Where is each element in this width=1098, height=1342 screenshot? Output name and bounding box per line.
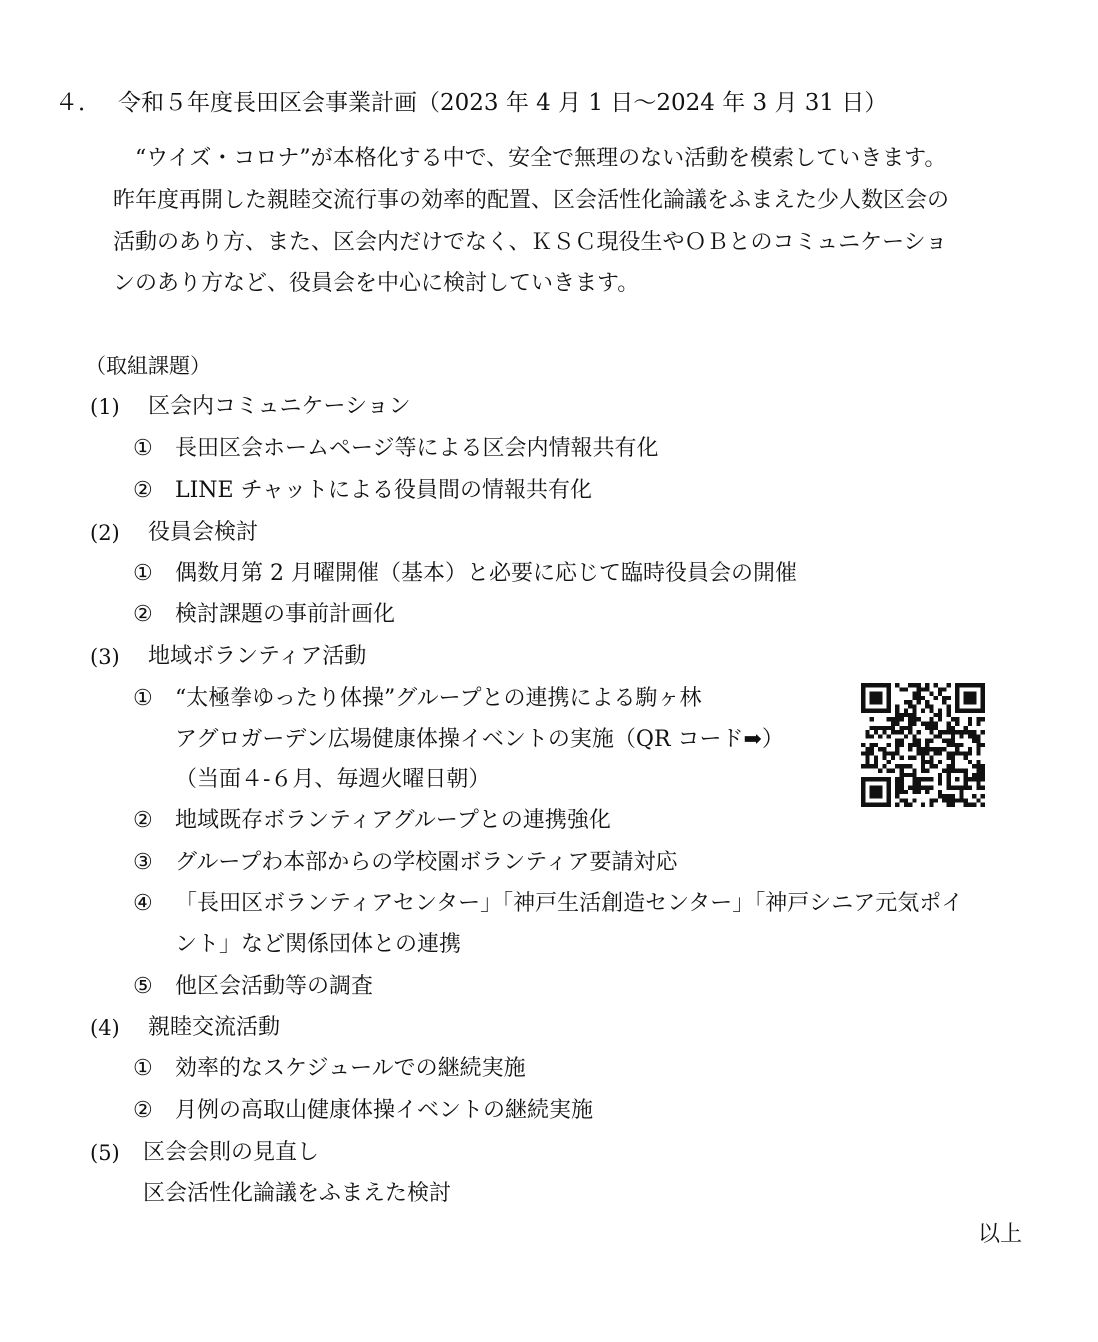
intro-line: 活動のあり方、また、区会内だけでなく、ＫＳＣ現役生やＯＢとのコミュニケーショ	[113, 230, 948, 255]
item-marker: ③	[133, 850, 153, 875]
section-title: 区会会則の見直し	[143, 1140, 320, 1165]
item-marker: ④	[133, 891, 153, 916]
qr-code-icon[interactable]	[861, 683, 985, 807]
item-text: 月例の高取山健康体操イベントの継続実施	[175, 1098, 594, 1123]
section-title: 区会内コミュニケーション	[148, 394, 411, 419]
section-number: (5)	[90, 1141, 120, 1165]
item-text-continued: アグロガーデン広場健康体操イベントの実施（QR コード➡）	[175, 727, 784, 752]
item-marker: ⑤	[133, 974, 153, 999]
item-text: “太極拳ゆったり体操”グループとの連携による駒ヶ林	[175, 686, 702, 711]
heading-title: 令和５年度長田区会事業計画（2023 年 4 月 1 日〜2024 年 3 月 31 日）	[118, 90, 888, 116]
item-text: 「長田区ボランティアセンター」「神戸生活創造センター」「神戸シニア元気ポイ	[175, 891, 964, 916]
item-marker: ②	[133, 602, 153, 627]
item-marker: ①	[133, 436, 153, 461]
item-text: LINE チャットによる役員間の情報共有化	[175, 478, 592, 503]
item-marker: ①	[133, 561, 153, 586]
item-text: グループわ本部からの学校園ボランティア要請対応	[175, 850, 678, 875]
item-text-continued: ント」など関係団体との連携	[175, 932, 462, 957]
item-marker: ②	[133, 808, 153, 833]
item-marker: ①	[133, 1056, 153, 1081]
section-number: (2)	[90, 521, 120, 545]
intro-line: “ウイズ・コロナ”が本格化する中で、安全で無理のない活動を模索していきます。	[113, 146, 947, 171]
heading-number: ４．	[55, 90, 101, 116]
section-title: 地域ボランティア活動	[148, 644, 367, 669]
section-note: 区会活性化論議をふまえた検討	[143, 1181, 452, 1206]
subheading: （取組課題）	[85, 354, 211, 378]
section-number: (1)	[90, 395, 120, 419]
section-title: 親睦交流活動	[148, 1015, 281, 1040]
closing-mark: 以上	[977, 1222, 1022, 1247]
item-text: 長田区会ホームページ等による区会内情報共有化	[175, 436, 659, 461]
item-marker: ①	[133, 686, 153, 711]
item-text: 他区会活動等の調査	[175, 974, 374, 999]
item-text: 検討課題の事前計画化	[175, 602, 396, 627]
item-marker: ②	[133, 478, 153, 503]
item-text: 地域既存ボランティアグループとの連携強化	[175, 808, 611, 833]
item-marker: ②	[133, 1098, 153, 1123]
intro-line: ンのあり方など、役員会を中心に検討していきます。	[113, 271, 640, 296]
item-text-continued: （当面４‑６月、毎週火曜日朝）	[175, 767, 491, 792]
section-number: (3)	[90, 645, 120, 669]
intro-line: 昨年度再開した親睦交流行事の効率的配置、区会活性化論議をふまえた少人数区会の	[113, 188, 950, 213]
section-number: (4)	[90, 1016, 120, 1040]
section-title: 役員会検討	[148, 520, 259, 545]
item-text: 効率的なスケジュールでの継続実施	[175, 1056, 526, 1081]
item-text: 偶数月第 2 月曜開催（基本）と必要に応じて臨時役員会の開催	[175, 561, 797, 586]
